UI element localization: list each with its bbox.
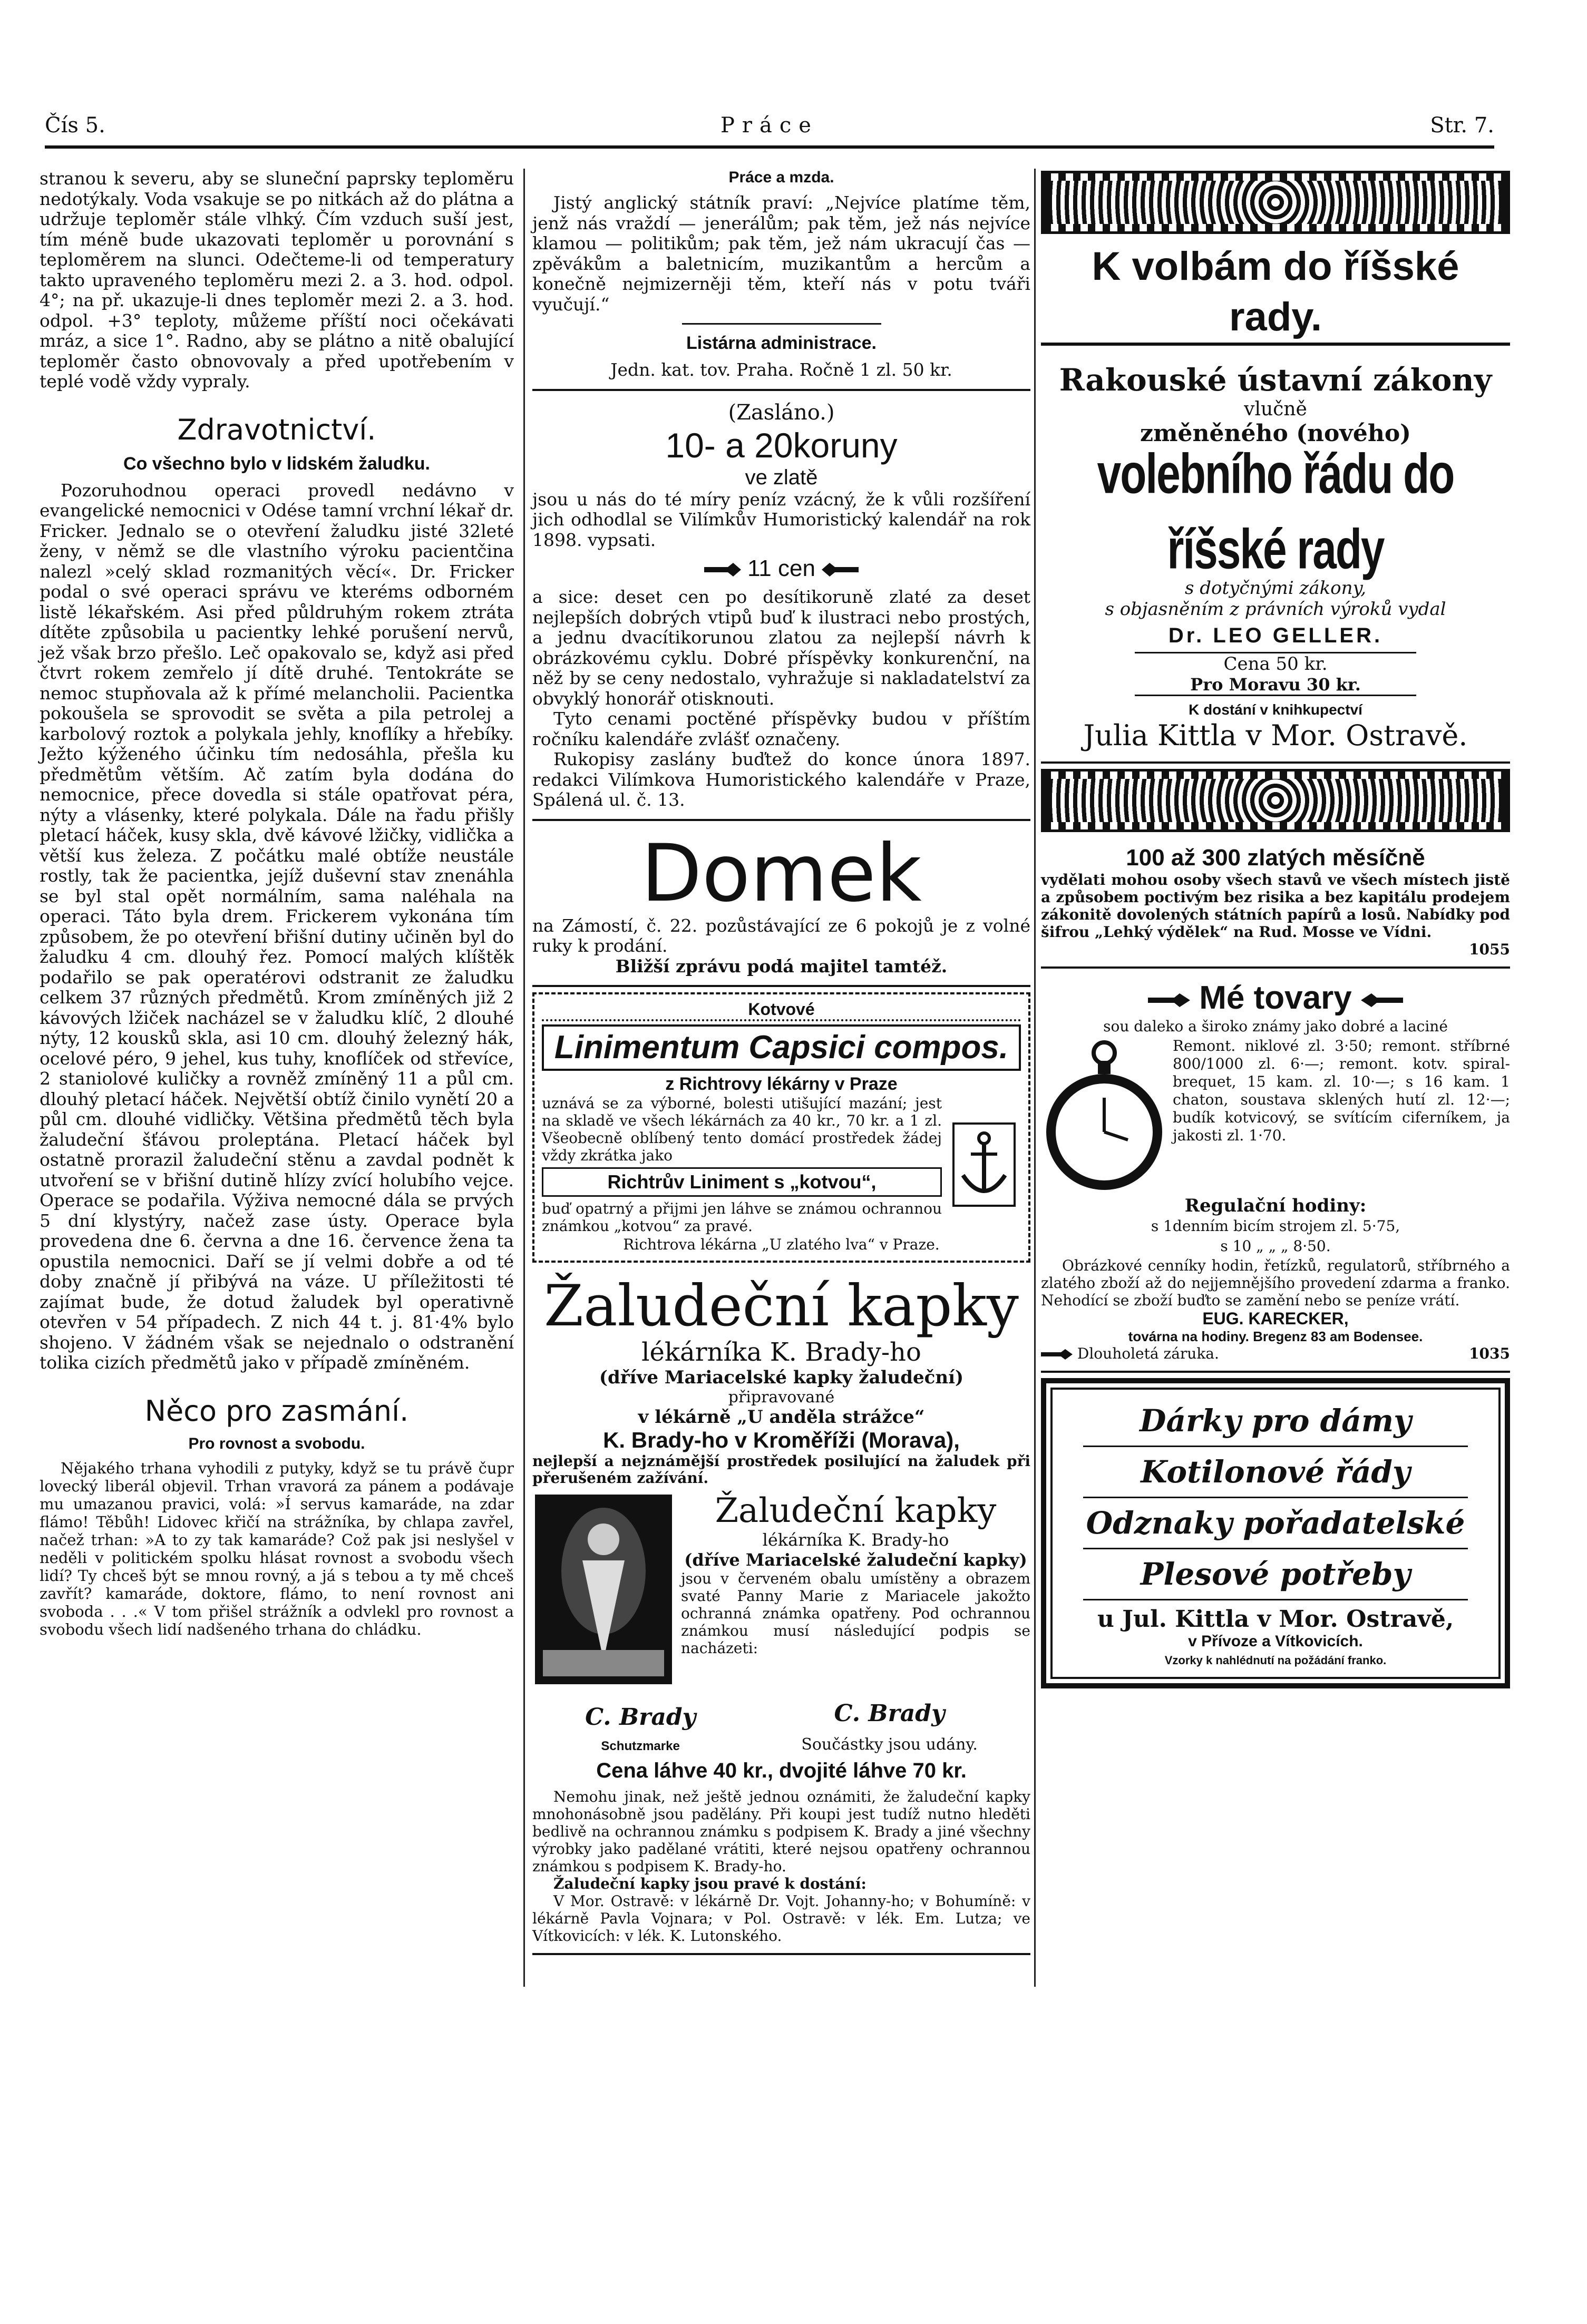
- gift-samples: Vzorky k nahlédnutí na požádání franko.: [1164, 1653, 1387, 1667]
- gift-ladies: Dárky pro dámy: [1140, 1402, 1411, 1439]
- zaludecni-text-1: nejlepší a nejznámější prostředek posilující na žaludek při přerušeném zažívání.: [532, 1452, 1030, 1487]
- liniment-body: [542, 1095, 1021, 1235]
- gift-badges: Odznaky pořadatelské: [1086, 1505, 1465, 1541]
- domek-ad: [532, 826, 1030, 988]
- pointing-hand-icon: [1041, 1349, 1073, 1360]
- zaludecni-subtitle: lékárníka K. Brady-ho: [641, 1337, 921, 1367]
- earnings-code: 1055: [1469, 941, 1510, 958]
- regulator-title: Regulační hodiny:: [1184, 1195, 1367, 1216]
- humor-section-title: Něco pro zasmání.: [144, 1394, 409, 1428]
- laws-title: Rakouské ústavní zákony: [1059, 362, 1492, 398]
- zaludecni-box-text: jsou v červeném obalu umístěny a obrazem svaté Panny Marie z Mariacele jakožto ochranná známka opatřeny. Pod ochrannou známkou musí následující podpis se nacházeti:: [681, 1569, 1030, 1657]
- gift-divider: [1083, 1548, 1468, 1549]
- laws-price: Cena 50 kr.: [1135, 652, 1416, 675]
- zaludecni-trademark: [532, 1492, 675, 1687]
- signature-2: [801, 1692, 978, 1754]
- admin-letters-body: Jedn. kat. tov. Praha. Ročně 1 zl. 50 kr.: [610, 359, 952, 380]
- watch-illustration: [1041, 1037, 1167, 1195]
- watches-title: Mé tovary: [1199, 980, 1352, 1016]
- health-section-title: Zdravotnictví.: [177, 413, 376, 446]
- laws-changed: změněného (nového): [1140, 420, 1411, 447]
- guarantee: [1041, 1345, 1219, 1362]
- gift-locations: v Přívoze a Vítkovicích.: [1188, 1632, 1363, 1650]
- watches-footer: [1041, 1345, 1510, 1362]
- gift-divider: [1083, 1446, 1468, 1447]
- koruny-text-4: Rukopisy zaslány buďtež do konce února 1897. redakci Vilímkova Humoristického kalendáře v Praze, Spálená ul. č. 13.: [532, 749, 1030, 810]
- watches-prices: Remont. niklové zl. 3·50; remont. stříbrné 800/1000 zl. 6·—; remont. kotv. spiral-brequet, 15 kam. zl. 10·—; s 16 kam. 1 chaton, soustava sklených hutí zl. 12·—; budík kotvicový, se svítícím ciferníkem, ja jakosti zl. 1·70.: [1173, 1037, 1510, 1144]
- watches-firm: EUG. KARECKER,: [1202, 1309, 1349, 1328]
- gift-divider: [1083, 1497, 1468, 1498]
- zaludecni-pharmacy: v lékárně „U anděla strážce“: [638, 1406, 925, 1428]
- earnings-text: vydělati mohou osoby všech stavů ve všech místech jistě a způsobem poctivým bez risika a bez kapitálu prodejem zákonitě dovolených státních papírů a losů. Nabídky pod šifrou „Lehký výdělek“ na Rud. Mosse ve Vídni.: [1041, 871, 1510, 941]
- column-separator-1: [523, 169, 525, 1987]
- zaludecni-text-4: V Mor. Ostravě: v lékárně Dr. Vojt. Johanny-ho; v Bohumíně: v lékárně Pavla Vojnara; v Pol. Ostravě: v lék. Em. Lutza; ve Vítkovicích: v lék. K. Lutonského.: [532, 1892, 1030, 1945]
- liniment-title: Linimentum Capsici compos.: [542, 1024, 1021, 1071]
- earnings-ad: [1041, 839, 1510, 969]
- watches-ad: [1041, 974, 1510, 1373]
- health-article-body: Pozoruhodnou operaci provedl nedávno v evangelické nemocnici v Odése tamní vrchní lékař dr. Fricker. Jednalo se o otevření žaludku jisté 32leté ženy, v němž se dle vlastního výroku pacientčina nalezl »celý sklad rozmanitých věcí«. Dr. Fricker podal o své operaci správu ve kteréms odborném listě lékařském. Asi před půldruhým rokem ztráta dítěte způsobila u pacientky lehké porušení nervů, jež však brzo přešlo. Leč opakovalo se, když asi před čtvrt rokem zemřelo jí dítě druhé. Tentokráte se nemoc stupňovala až k přímé melancholii. Pacientka pokoušela se sprovodit se světa a pila petrolej a karbolový roztok a polykala jehly, knoflíky a hřebíky. Ježto kýženého účinku tím nedosáhla, přešla ku předmětům větším. Ač zatím byla dodána do nemocnice, přece dovedla si stále opatřovat péra, nýty a vlásenky, které polykala. Dále na řadu přišly pletací háček, kusy skla, dvě kávové lžičky, vidlička a větší kus železa. Z počátku malé obtíže neustále rostly, tak že pacientka, jejíž duševní stav znenáhla se byl stal opět normálním, sama naléhala na operaci. Táto byla drem. Frickerem vykonána tím způsobem, že po otevření břišní dutiny učiněn byl do žaludku 4 cm. dlouhý řez. Pomocí malých klíštěk podařilo se pak operatérovi odstranit ze žaludku celkem 37 různých předmětů. Krom zmíněných již 2 kávových lžiček nacházel se v žaludku klíč, 2 dlouhé nýty, 12 kousků skla, asi 10 cm. dlouhý železný hák, ocelové péro, 9 jehel, kus tuhy, knoflíček od střevíce, 2 staniolové kuličky a rovněž zmíněný 11 a půl cm. dlouhý pletací háček. Největší obtíž činilo vynětí 20 a půl cm. dlouhé vidličky. Většina předmětů těch byla žaludeční šťávou proleptána. Pletací háček byl ostatně prorazil žaludeční stěnu a zavdal podnět k utvoření se v břišní dutině hlízy zvící holubího vejce. Operace se podařila. Výživa nemocné dála se prvých 5 dní klystýry, načež zase ústy. Operace byla provedena dne 6. června a dne 16. července žena ta opustila nemocnici. Daří se jí velmi dobře a od té doby značně jí přibývá na váze. U příležitosti té zajímat bude, že dotud žaludek byl operativně otevřen v 54 případech. Z nich 44 t. j. 81·4% bylo shojeno. V žádném však se nejednalo o odstranění tolika cizích předmětů jako v případě zmíněném.: [40, 480, 514, 1373]
- pointing-hand-icon: [822, 562, 859, 578]
- anchor-icon: [952, 1122, 1016, 1207]
- signature-text: C. Brady: [585, 1703, 696, 1731]
- laws-electoral-order: volebního řádu do říšské rady: [1097, 443, 1454, 581]
- admin-letters-title: Listárna administrace.: [686, 333, 877, 353]
- liniment-text-1: uznává se za výborné, bolesti utišující mazání; jest na skladě ve všech lékárnách za 40 kr., 70 kr. a 1 zl. Všeobecně oblíbený tento domácí prostředek žádej vždy zkrátka jako: [542, 1095, 942, 1164]
- ingredients-label: Součástky jsou udány.: [801, 1735, 978, 1754]
- watches-body: [1041, 1037, 1510, 1195]
- laws-including: vlučně: [1244, 398, 1307, 420]
- liniment-ad: [532, 992, 1030, 1263]
- gift-ball: Plesové potřeby: [1140, 1556, 1411, 1592]
- laws-with: s dotyčnými zákony,: [1184, 578, 1367, 599]
- zaludecni-title: Žaludeční kapky: [544, 1273, 1019, 1339]
- watches-title-line: [1041, 979, 1510, 1017]
- zaludecni-box-subtitle: lékárníka K. Brady-ho: [762, 1529, 949, 1550]
- gift-shop: u Jul. Kittla v Mor. Ostravě,: [1097, 1605, 1454, 1633]
- laws-ad: [1041, 356, 1510, 764]
- koruny-text-1: jsou u nás do té míry peníz vzácný, že k vůli rozšíření jich odhodlal se Vilímkův Humoristický kalendář na rok 1898. vypsati.: [532, 489, 1030, 550]
- koruny-text-3: Tyto cenami poctěné příspěvky budou v příštím ročníku kalendáře zvlášť označeny.: [532, 708, 1030, 749]
- short-rule: [682, 323, 881, 325]
- gifts-ad: [1041, 1378, 1510, 1688]
- koruny-ad: [532, 389, 1030, 821]
- domek-title: Domek: [641, 827, 922, 920]
- zaludecni-text-3: Žaludeční kapky jsou pravé k dostání:: [553, 1874, 866, 1892]
- watches-factory: továrna na hodiny. Bregenz 83 am Bodensee.: [1128, 1328, 1423, 1344]
- header-rule: [45, 145, 1494, 149]
- laws-bookshop: Julia Kittla v Mor. Ostravě.: [1083, 719, 1468, 752]
- zaludecni-formerly: (dříve Mariacelské kapky žaludeční): [599, 1366, 964, 1388]
- humor-article-title: Pro rovnost a svobodu.: [188, 1434, 365, 1452]
- elections-title: K volbám do říšské rady.: [1041, 241, 1510, 346]
- zaludecni-location: K. Brady-ho v Kroměříži (Morava),: [603, 1427, 960, 1452]
- page-number: Str. 7.: [1430, 113, 1494, 138]
- column-3: [1041, 169, 1510, 1688]
- madonna-image: [532, 1492, 675, 1687]
- liniment-name: Richtrův Liniment s „kotvou“,: [542, 1167, 942, 1197]
- weather-article-end: stranou k severu, aby se sluneční paprsky teploměru nedotýkaly. Voda vsakuje se po nitkách až do plátna a udržuje teploměr stále vlhký. Čím vzduch suší jest, tím méně bude ukazovati teploměr u porovnání s teploměrem na slunci. Odečteme-li od temperatury takto upraveného teploměru mezi 2. a 3. hod. odpol. 4°; na př. ukazuje-li dnes teploměr mezi 2. a 3. hod. odpol. +3° teploty, můžeme příští noci očekávati mráz, a sice 1°. Radno, aby se plátno a nitě obalující teploměr často obnovovaly a před upotřebením v teplé vodě vždy vypraly.: [40, 168, 514, 392]
- newspaper-title: Práce: [721, 113, 819, 138]
- earnings-title: 100 až 300 zlatých měsíčně: [1126, 845, 1425, 871]
- zaludecni-prepared: připravované: [728, 1388, 835, 1407]
- pointing-hand-icon: [1361, 992, 1403, 1008]
- liniment-kotvove: Kotvové: [542, 1000, 1021, 1021]
- health-article-title: Co všechno bylo v lidském žaludku.: [123, 453, 430, 474]
- zaslano-label: (Zasláno.): [728, 400, 835, 425]
- gift-divider: [1083, 1599, 1468, 1600]
- liniment-text-2: buď opatrný a přijmi jen láhve se známou ochrannou známkou „kotvou“ za pravé.: [542, 1200, 942, 1235]
- watches-intro: sou daleko a široko známy jako dobré a laciné: [1103, 1018, 1448, 1035]
- pointing-hand-icon: [1148, 992, 1190, 1008]
- wage-body: Jistý anglický státník praví: „Nejvíce platíme těm, jenž nás vraždí — jenerálům; pak těm, jež nás nejvíce klamou — politikům; pak těm, jež nám ukracují čas — zpěvákům a baletnicím, muzikantům a hercům a konečně nejmizerněji těm, kteří nás v potu tváři vyučují.“: [532, 192, 1030, 315]
- column-separator-2: [1034, 169, 1036, 1987]
- page-header: [45, 113, 1494, 145]
- issue-number: Čís 5.: [45, 113, 105, 138]
- watches-catalog: Obrázkové cenníky hodin, řetízků, regulatorů, stříbrného a zlatého zboží až do nejjemnějšího provedení zdarma a franko. Nehodící se zboží buďto se zamění nebo se peníze vrátí.: [1041, 1256, 1510, 1309]
- regulator-price-2: s 10 „ „ „ 8·50.: [1220, 1237, 1331, 1255]
- prize-line: [532, 555, 1030, 582]
- signature-text: C. Brady: [834, 1700, 945, 1727]
- signatures: [532, 1692, 1030, 1754]
- laws-price-moravia: Pro Moravu 30 kr.: [1135, 675, 1416, 696]
- prize-count: 11 cen: [747, 555, 815, 581]
- wage-title: Práce a mzda.: [728, 169, 834, 186]
- schutzmarke-label: Schutzmarke: [601, 1739, 680, 1753]
- koruny-subtitle: ve zlatě: [745, 465, 818, 489]
- laws-available: K dostání v knihkupectví: [1189, 701, 1362, 718]
- ornament-border-top: [1041, 171, 1510, 234]
- zaludecni-box: [532, 1492, 1030, 1687]
- zaludecni-box-formerly: (dříve Mariacelské žaludeční kapky): [684, 1549, 1027, 1570]
- ornament-border-middle: [1041, 769, 1510, 832]
- humor-article-body: Nějakého trhana vyhodili z putyky, když se tu právě čupr lovecký liberál objevil. Trhan vravorá za pánem a podávaje mu umazanou pravici, volá: »Í servus kamaráde, na zdar flámo! Těbůh! Lidovec křičí na strážníka, by chlapa zavřel, načež trhan: »A to zy tak kamaráde? Což pak jsi neslyšel v neděli v politickém spolku hlásat rovnost a svobodu všech lidí? Ty chceš být se mnou rovný, a já s tebou a ty mě chceš zavřít? kamaráde, doktore, flámo, to není rovnost ani svoboda . . .« V tom přišel strážník a odvlekl pro rovnost a svobodu všech lidí nadšeného trhana do chládku.: [40, 1459, 514, 1638]
- koruny-text-2: a sice: deset cen po desítikoruně zlaté za deset nejlepších dobrých vtipů buď k ilustraci nebo prostých, a jednu dvacítikorunou zlatou za nejlepší návrh k obrázkovému cyklu. Dobré příspěvky konkurenční, na něž by se ceny nedostalo, vyhražuje si nakladatelství za obvyklý honorář otisknouti.: [532, 587, 1030, 709]
- zaludecni-price: Cena láhve 40 kr., dvojité láhve 70 kr.: [596, 1759, 967, 1782]
- liniment-source: z Richtrovy lékárny v Praze: [665, 1074, 898, 1094]
- pointing-hand-icon: [704, 562, 741, 578]
- zaludecni-text-2: Nemohu jinak, než ještě jednou oznámiti, že žaludeční kapky mnohonásobně jsou padělány. Při koupi jest tudíž nutno hleděti bedlivě na ochrannou známku s podpisem K. Brady a jiné všechny výrobky jako padělané vrátiti, které nejsou opatřeny ochrannou známkou s podpisem K. Brady-ho.: [532, 1788, 1030, 1875]
- zaludecni-ad: [532, 1270, 1030, 1955]
- laws-author: Dr. LEO GELLER.: [1168, 624, 1383, 647]
- gift-cotillon: Kotilonové řády: [1141, 1453, 1410, 1490]
- guarantee-text: Dlouholetá záruka.: [1077, 1344, 1219, 1362]
- koruny-title: 10- a 20koruny: [665, 425, 898, 465]
- zaludecni-box-title: Žaludeční kapky: [715, 1491, 997, 1530]
- pocket-watch-icon: [1041, 1037, 1167, 1195]
- column-2: [532, 169, 1030, 1960]
- domek-contact: Bližší zprávu podá majitel tamtéž.: [615, 955, 948, 977]
- watches-code: 1035: [1469, 1344, 1510, 1362]
- column-1: [40, 169, 514, 1638]
- domek-text: na Zámostí, č. 22. pozůstávající ze 6 pokojů je z volné ruky k prodání.: [532, 915, 1030, 956]
- laws-explained: s objasněním z právních výroků vydal: [1105, 599, 1446, 620]
- signature-1: [585, 1696, 696, 1754]
- liniment-pharmacy: Richtrova lékárna „U zlatého lva“ v Praze.: [623, 1236, 940, 1253]
- regulator-price-1: s 1denním bicím strojem zl. 5·75,: [1151, 1217, 1400, 1235]
